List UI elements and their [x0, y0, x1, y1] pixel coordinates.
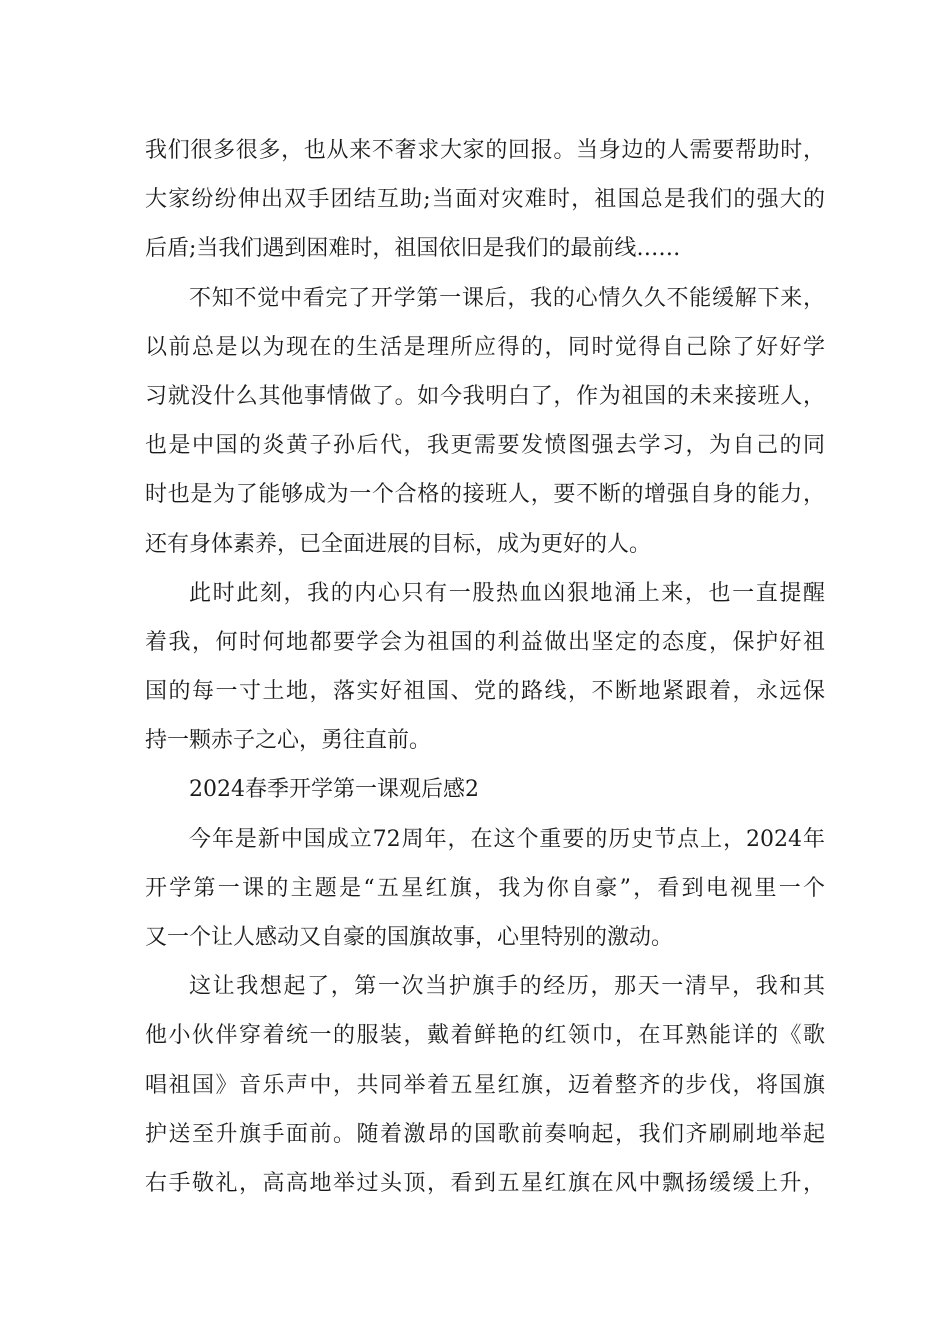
- paragraph-line: 国的每一寸土地，落实好祖国、党的路线，不断地紧跟着，永远保: [145, 679, 825, 705]
- paragraph-line: 今年是新中国成立72周年，在这个重要的历史节点上，2024年: [189, 826, 825, 852]
- section-heading: 2024春季开学第一课观后感2: [189, 777, 479, 803]
- paragraph-line: 时也是为了能够成为一个合格的接班人，要不断的增强自身的能力，: [145, 482, 825, 508]
- paragraph-line: 开学第一课的主题是“五星红旗，我为你自豪”，看到电视里一个: [145, 875, 825, 901]
- paragraph-line: 着我，何时何地都要学会为祖国的利益做出坚定的态度，保护好祖: [145, 629, 825, 655]
- paragraph-line: 持一颗赤子之心，勇往直前。: [145, 728, 432, 754]
- paragraph-line: 我们很多很多，也从来不奢求大家的回报。当身边的人需要帮助时，: [145, 138, 825, 163]
- paragraph-line: 此时此刻，我的内心只有一股热血凶狠地涌上来，也一直提醒: [189, 580, 825, 606]
- paragraph-line: 大家纷纷伸出双手团结互助;当面对灾难时，祖国总是我们的强大的: [145, 187, 825, 213]
- paragraph-line: 也是中国的炎黄子孙后代，我更需要发愤图强去学习，为自己的同: [145, 433, 825, 459]
- paragraph-line: 护送至升旗手面前。随着激昂的国歌前奏响起，我们齐刷刷地举起: [145, 1121, 825, 1147]
- paragraph-line: 又一个让人感动又自豪的国旗故事，心里特别的激动。: [145, 925, 674, 950]
- paragraph-line: 右手敬礼，高高地举过头顶，看到五星红旗在风中飘扬缓缓上升，: [145, 1170, 825, 1196]
- paragraph-line: 还有身体素养，已全面进展的目标，成为更好的人。: [145, 531, 652, 557]
- paragraph-line: 后盾;当我们遇到困难时，祖国依旧是我们的最前线……: [145, 236, 681, 262]
- paragraph-line: 他小伙伴穿着统一的服装，戴着鲜艳的红领巾，在耳熟能详的《歌: [145, 1023, 825, 1049]
- document-body: [145, 126, 825, 1208]
- paragraph-line: 不知不觉中看完了开学第一课后，我的心情久久不能缓解下来，: [189, 285, 825, 311]
- paragraph-line: 习就没什么其他事情做了。如今我明白了，作为祖国的未来接班人，: [145, 383, 825, 409]
- paragraph-line: 这让我想起了，第一次当护旗手的经历，那天一清早，我和其: [189, 974, 825, 1000]
- paragraph-line: 唱祖国》音乐声中，共同举着五星红旗，迈着整齐的步伐，将国旗: [145, 1072, 825, 1098]
- paragraph-line: 以前总是以为现在的生活是理所应得的，同时觉得自己除了好好学: [145, 334, 825, 360]
